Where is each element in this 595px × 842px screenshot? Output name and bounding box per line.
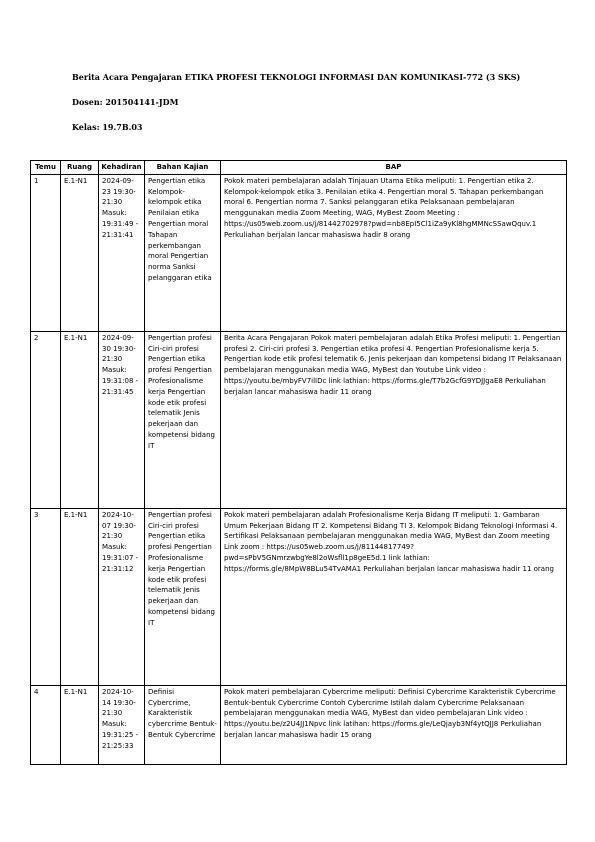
cell-kehadiran: 2024-10-14 19:30-21:30 Masuk: 19:31:25 - 21:25:33	[99, 685, 145, 764]
table-row	[31, 508, 567, 685]
table-row	[31, 174, 567, 331]
cell-bahan-kajian: Pengertian profesi Ciri-ciri profesi Pengertian etika profesi Pengertian Profesionalisme kerja Pengertian kode etik profesi telematik Jenis pekerjaan dan kompetensi bidang IT	[145, 331, 221, 508]
lecturer-label: Dosen: 201504141-JDM	[72, 97, 179, 107]
cell-bahan-kajian: Pengertian profesi Ciri-ciri profesi Pengertian etika profesi Pengertian Profesionalisme kerja Pengertian kode etik profesi telematik Jenis pekerjaan dan kompetensi bidang IT	[145, 508, 221, 685]
document-title: Berita Acara Pengajaran ETIKA PROFESI TEKNOLOGI INFORMASI DAN KOMUNIKASI-772 (3 SKS)	[72, 72, 521, 82]
cell-temu: 2	[31, 331, 61, 508]
cell-bahan-kajian: Definisi Cybercrime, Karakteristik cybercrime Bentuk-Bentuk Cybercrime	[145, 685, 221, 764]
cell-temu: 4	[31, 685, 61, 764]
cell-kehadiran: 2024-09-23 19:30-21:30 Masuk: 19:31:49 - 21:31:41	[99, 174, 145, 331]
cell-temu: 3	[31, 508, 61, 685]
cell-bap: Berita Acara Pengajaran Pokok materi pembelajaran adalah Etika Profesi meliputi: 1. Pengertian profesi 2. Ciri-ciri profesi 3. Pengertian etika profesi 4. Pengertian Profesionalisme kerja 5. Pengertian kode etik profesi telematik 6. Jenis pekerjaan dan kompetensi bidang IT Pelaksanaan pembelajaran menggunakan media WAG, MyBest dan Youtube Link video : https://youtu.be/mbyFV7ilIDc link lathian: https://forms.gle/T7b2GcfG9YDJJgaE8 Perkuliahan berjalan lancar mahasiswa hadir 11 orang	[221, 331, 567, 508]
cell-ruang: E.1-N1	[61, 508, 99, 685]
column-header-ruang: Ruang	[61, 161, 99, 175]
table-header-row	[31, 161, 567, 175]
column-header-bahan-kajian: Bahan Kajian	[145, 161, 221, 175]
cell-kehadiran: 2024-10-07 19:30-21:30 Masuk: 19:31:07 - 21:31:12	[99, 508, 145, 685]
cell-temu: 1	[31, 174, 61, 331]
attendance-table	[30, 160, 567, 765]
document-header	[72, 72, 532, 147]
cell-ruang: E.1-N1	[61, 331, 99, 508]
cell-bahan-kajian: Pengertian etika Kelompok-kelompok etika Penilaian etika Pengertian moral Tahapan perkembangan moral Pengertian norma Sanksi pelanggaran etika	[145, 174, 221, 331]
column-header-temu: Temu	[31, 161, 61, 175]
cell-ruang: E.1-N1	[61, 685, 99, 764]
cell-bap: Pokok materi pembelajaran adalah Tinjauan Utama Etika meliputi: 1. Pengertian etika 2. Kelompok-kelompok etika 3. Penilaian etika 4. Pengertian moral 5. Tahapan perkembangan moral 6. Pengertian norma 7. Sanksi pelanggaran etika Pelaksanaan pembelajaran menggunakan media Zoom Meeting, WAG, MyBest Zoom Meeting : https://us05web.zoom.us/j/81442702978?pwd=nb8EpI5Cl1iZa9yKl8hgMMNcSSawQquv.1 Perkuliahan berjalan lancar mahasiswa hadir 8 orang	[221, 174, 567, 331]
class-label: Kelas: 19.7B.03	[72, 122, 143, 132]
column-header-bap: BAP	[221, 161, 567, 175]
cell-kehadiran: 2024-09-30 19:30-21:30 Masuk: 19:31:08 - 21:31:45	[99, 331, 145, 508]
column-header-kehadiran: Kehadiran	[99, 161, 145, 175]
cell-bap: Pokok materi pembelajaran adalah Profesionalisme Kerja Bidang IT meliputi: 1. Gambaran Umum Pekerjaan Bidang IT 2. Kompetensi Bidang TI 3. Kelompok Bidang Teknologi Informasi 4. Sertifikasi Pelaksanaan pembelajaran menggunakan media WAG, MyBest dan Zoom meeting Link zoom : https://us05web.zoom.us/j/81144817749?pwd=sPbV5GNmrzwbgYe8l2oWsfll1p8geE5d.1 link lathian: https://forms.gle/8MpW8BLu54TvAMA1 Perkuliahan berjalan lancar mahasiswa hadir 11 orang	[221, 508, 567, 685]
table-row	[31, 331, 567, 508]
table-row	[31, 685, 567, 764]
cell-bap: Pokok materi pembelajaran Cybercrime meliputi: Definisi Cybercrime Karakteristik Cybercrime Bentuk-bentuk Cybercrime Contoh Cybercrime Istilah dalam Cybercrime Pelaksanaan pembelajaran menggunakan media WAG, MyBest dan video pembelajaran Link video : https://youtu.be/z2U4JJ1Npvc link latihan: https://forms.gle/LeQjayb3Nf4ytQJJ8 Perkuliahan berjalan lancar mahasiswa hadir 15 orang	[221, 685, 567, 764]
cell-ruang: E.1-N1	[61, 174, 99, 331]
